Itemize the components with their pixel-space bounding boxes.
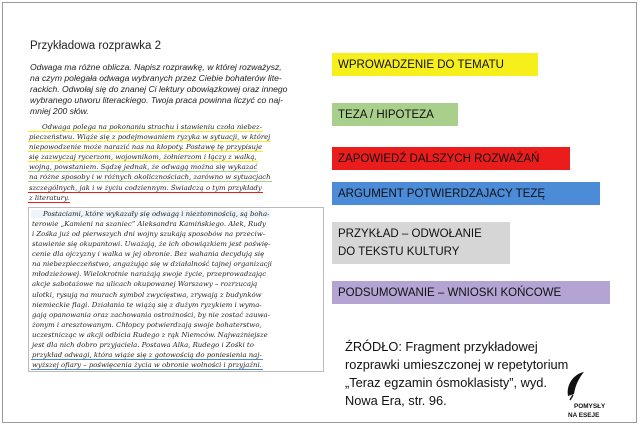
example-text: ulotki, rysują na murach symbol zwycięstwa, zrywają z budynków xyxy=(32,290,262,299)
thesis-highlight: wojną, powstaniem. Sądzę jednak, że odwagą można się wykazać xyxy=(29,163,258,172)
essay-line xyxy=(31,350,321,360)
conclusion-highlight: wyższej ofiary – poświęcenia życia w obronie wolności i przyjaźni. xyxy=(32,361,262,370)
essay-paragraph-example xyxy=(28,207,324,373)
legend-conclusion xyxy=(332,281,610,304)
essay-line xyxy=(28,142,324,152)
legend-thesis xyxy=(332,103,458,126)
logo-text: NA ESEJE xyxy=(568,412,600,419)
thesis-highlight: na różne sposoby i w różnych okolicznościach, zarówno w sytuacjach xyxy=(29,173,271,182)
legend-announcement xyxy=(332,147,570,170)
essay-line xyxy=(31,279,321,289)
example-text: stawienie się okupantowi. Uważają, że ich obowiązkiem jest poświę- xyxy=(32,240,271,249)
essay-line xyxy=(31,239,321,249)
essay-line xyxy=(31,269,321,279)
essay-line xyxy=(28,172,324,182)
logo-text: POMYSŁY xyxy=(574,403,606,410)
essay-line xyxy=(31,330,321,340)
intro-highlight: pieczeństwu. Wiąże się z podejmowaniem ryzyka w sytuacji, w której xyxy=(29,133,271,142)
essay-line xyxy=(28,132,324,142)
argument-highlight: Postaciami, które wykazały się odwagą i nieztomnością, są boha- xyxy=(31,210,270,218)
source-line: „Teraz egzamin ósmoklasisty”, wyd. xyxy=(345,375,547,390)
legend-example xyxy=(332,222,510,264)
source-line: rozprawki umieszczonej w repetytorium xyxy=(345,357,569,372)
prompt-line: mniej 200 słów. xyxy=(30,106,89,116)
prompt-line: wybranego utworu literackiego. Twoja praca powinna liczyć co naj- xyxy=(30,95,283,105)
example-text: żonym i aresztowanym. Chłopcy potwierdzają swoje bohaterstwo, xyxy=(32,320,262,329)
essay-line xyxy=(31,360,321,370)
legend-label: PODSUMOWANIE – WNIOSKI KOŃCOWE xyxy=(338,286,562,299)
essay-line xyxy=(31,310,321,320)
example-text: młodzieżowej. Wielokrotnie narażają swoje życie, przeprowadzając xyxy=(32,270,267,279)
essay-line xyxy=(31,340,321,350)
essay-line xyxy=(28,193,324,203)
legend-label: WPROWADZENIE DO TEMATU xyxy=(338,58,504,71)
legend-label: PRZYKŁAD – ODWOŁANIE xyxy=(338,228,482,240)
legend-argument xyxy=(332,182,600,205)
legend-label: ZAPOWIEDŹ DALSZYCH ROZWAŻAŃ xyxy=(338,152,540,165)
essay-line xyxy=(31,290,321,300)
essay-line xyxy=(31,259,321,269)
source-line: Nowa Era, str. 96. xyxy=(345,393,447,408)
prompt-line: na czym polegała odwaga wybranych przez Ciebie bohaterów lite- xyxy=(30,73,282,83)
announcement-highlight: z literatury. xyxy=(29,193,70,202)
legend-label: TEZA / HIPOTEZA xyxy=(338,108,434,121)
intro-highlight: niepowodzenie może narazić nas na kłopoty. Postawę tę przypisuje xyxy=(29,143,263,152)
essay-line xyxy=(28,152,324,162)
essay-line xyxy=(31,320,321,330)
essay-line xyxy=(28,183,324,193)
source-line: ŹRÓDŁO: Fragment przykładowej xyxy=(345,339,538,354)
essay-prompt xyxy=(30,62,320,117)
essay-line xyxy=(31,300,321,310)
example-text: niemieckie flagi. Działania te wiążą się z dużym ryzykiem i wyma- xyxy=(32,300,262,309)
intro-highlight: się zazwyczaj rycerzom, wojownikom, żołnierzom i łączy z walką, xyxy=(29,153,257,162)
prompt-line: Odwaga ma różne oblicza. Napisz rozprawkę, w której rozważysz, xyxy=(30,62,282,72)
example-text: jest dla nich dobro przyjaciela. Postawa Alka, Rudego i Zośki to xyxy=(32,340,254,349)
essay-line xyxy=(28,122,324,132)
essay-line xyxy=(31,209,321,219)
sample-title: Przykładowa rozprawka 2 xyxy=(30,40,162,52)
legend-label: DO TEKSTU KULTURY xyxy=(338,246,460,258)
essay-line xyxy=(31,229,321,239)
announcement-highlight: szczególnych, jak i w życiu codziennym. Świadczą o tym przykłady xyxy=(29,183,262,192)
pomysly-na-eseje-logo xyxy=(560,370,624,422)
legend-label: ARGUMENT POTWIERDZAJACY TEZĘ xyxy=(338,187,546,200)
essay-text xyxy=(28,122,324,372)
prompt-line: rackich. Odwołaj się do znanej Ci lektury obowiązkowej oraz innego xyxy=(30,84,288,94)
example-text: akcje sabotażowe na ulicach okupowanej Warszawy – rozrzucają xyxy=(32,280,258,289)
essay-line xyxy=(28,162,324,172)
essay-line xyxy=(31,249,321,259)
example-text: gają opanowania oraz zachowania ostrożności, by nie zostać zauwa- xyxy=(32,310,270,319)
intro-highlight: Odwaga polega na pokonaniu strachu i stawieniu czoła niebez- xyxy=(28,123,263,132)
example-text: na niebezpieczeństwo, angażując się w działalność tajnej organizacji xyxy=(32,260,272,269)
example-text: terowie „Kamieni na szaniec” Aleksandra Kamińskiego. Alek, Rudy xyxy=(32,219,266,228)
example-text: uczestnicząc w akcji odbicia Rudego z rąk Niemców. Najważniejsze xyxy=(32,330,268,339)
example-text: i Zośka już od pierwszych dni wojny szukają sposobów na przeciw- xyxy=(32,229,266,238)
conclusion-highlight: przykład odwagi, która wiąże się z gotowością do poniesienia naj- xyxy=(32,351,262,360)
example-text: cenie dla ojczyzny i walka w jej obronie. Bez wahania decydują się xyxy=(32,250,265,259)
essay-paragraph-intro xyxy=(28,122,324,203)
essay-line xyxy=(31,219,321,229)
legend-introduction xyxy=(332,53,538,76)
